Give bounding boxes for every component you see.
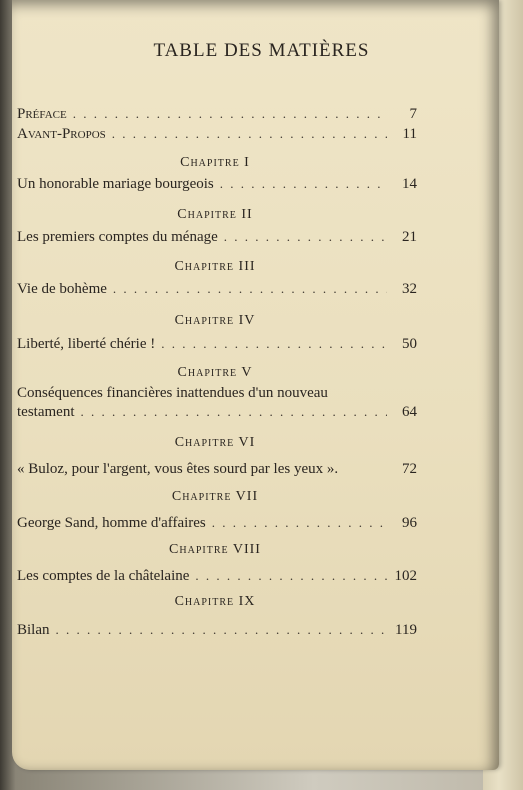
toc-entry <box>17 281 417 298</box>
toc-title: TABLE DES MATIÈRES <box>153 40 370 61</box>
entry-page: 11 <box>402 126 417 142</box>
chapter-heading: Chapitre III <box>174 259 256 274</box>
entry-page: 64 <box>402 404 417 420</box>
entry-title: Liberté, liberté chérie ! <box>17 336 156 352</box>
leader-dots <box>195 568 387 584</box>
entry-title: Préface <box>17 106 67 122</box>
leader-dots <box>161 336 387 352</box>
entry-page: 21 <box>402 229 417 245</box>
toc-entry <box>17 515 417 532</box>
chapter-heading: Chapitre VIII <box>169 542 261 557</box>
leader-dots <box>224 229 387 245</box>
entry-title: Les premiers comptes du ménage <box>17 229 218 245</box>
chapter-heading: Chapitre VI <box>174 435 256 450</box>
leader-dots <box>212 515 387 531</box>
toc-entry <box>17 404 417 421</box>
leader-dots <box>73 106 387 122</box>
entry-title: Un honorable mariage bourgeois <box>17 176 214 192</box>
toc-entry-avant-propos <box>17 126 417 143</box>
toc-entry <box>17 385 417 402</box>
entry-title: « Buloz, pour l'argent, vous êtes sourd par les yeux ». <box>17 461 339 477</box>
entry-page: 72 <box>402 461 417 477</box>
entry-title-line2: testament <box>17 404 75 420</box>
chapter-heading: Chapitre IV <box>174 313 256 328</box>
entry-page: 96 <box>402 515 417 531</box>
entry-page: 32 <box>402 281 417 297</box>
entry-title: Avant-Propos <box>17 126 106 142</box>
entry-page: 7 <box>409 106 417 122</box>
chapter-heading: Chapitre V <box>177 365 253 380</box>
toc-entry <box>17 568 417 585</box>
toc-entry <box>17 336 417 353</box>
entry-title: George Sand, homme d'affaires <box>17 515 206 531</box>
toc-entry <box>17 461 417 478</box>
entry-page: 14 <box>402 176 417 192</box>
entry-title: Bilan <box>17 622 50 638</box>
chapter-heading: Chapitre II <box>177 207 253 222</box>
toc-entry <box>17 229 417 246</box>
entry-title: Vie de bohème <box>17 281 107 297</box>
toc-entry <box>17 622 417 639</box>
leader-dots <box>56 622 388 638</box>
entry-page: 119 <box>395 622 417 638</box>
entry-title: Les comptes de la châtelaine <box>17 568 190 584</box>
entry-page: 102 <box>394 568 417 584</box>
chapter-heading: Chapitre I <box>180 155 250 170</box>
toc-entry <box>17 176 417 193</box>
leader-dots <box>80 404 387 420</box>
leader-dots <box>220 176 387 192</box>
entry-title-line1: Conséquences financières inattendues d'un nouveau <box>17 385 328 401</box>
entry-page: 50 <box>402 336 417 352</box>
chapter-heading: Chapitre IX <box>174 594 256 609</box>
toc-entry-preface <box>17 106 417 123</box>
chapter-heading: Chapitre VII <box>171 489 259 504</box>
leader-dots <box>112 126 387 142</box>
leader-dots <box>113 281 387 297</box>
